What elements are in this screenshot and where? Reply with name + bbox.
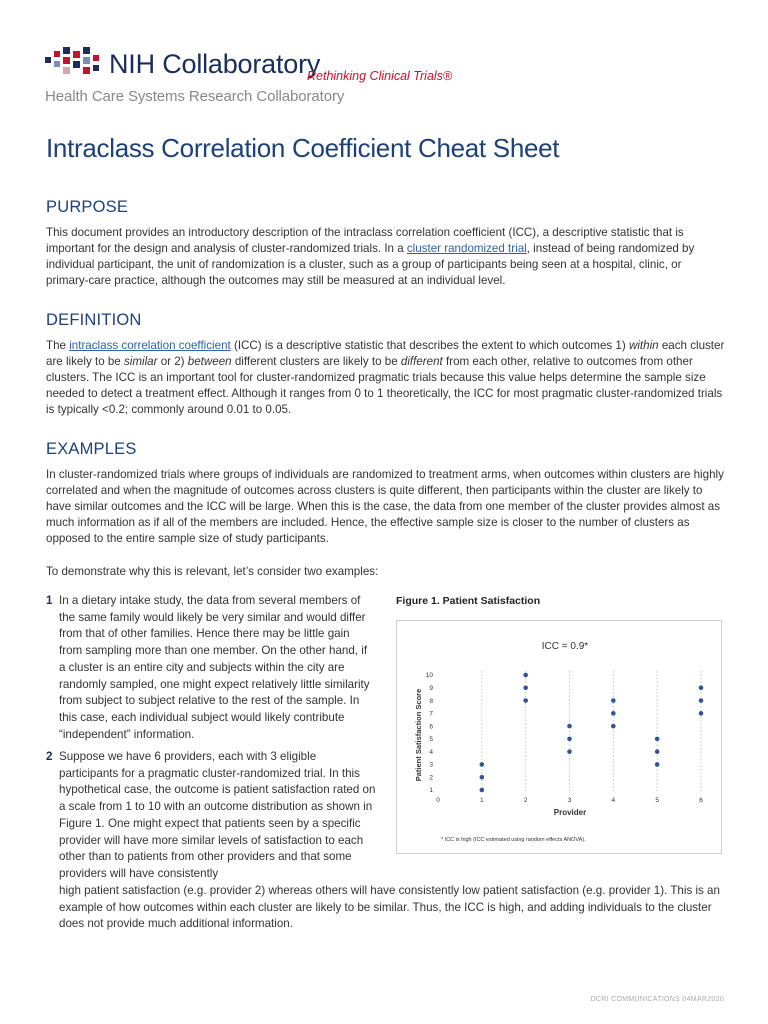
chart-y-tick-label: 3 [429, 761, 433, 769]
chart-point [523, 685, 528, 690]
collaboratory-logo-icon [45, 47, 101, 77]
chart-y-axis-label: Patient Satisfaction Score [414, 688, 423, 782]
scatter-chart [397, 621, 723, 855]
chart-point [567, 724, 572, 729]
list-number: 1 [46, 594, 53, 607]
page-title: Intraclass Correlation Coefficient Cheat Sheet [46, 133, 560, 163]
examples-intro-paragraph: In cluster-randomized trials where groups of individuals are randomized to treatment arms, when outcomes within clusters are highly correlated and when the magnitude of outcomes across clusters is quite different, then participants within the cluster are likely to have similar outcomes and the ICC will be large. When this is the case, the data from one member of the cluster provides almost as much information as if all of the members are included. Hence, the effective sample size is closer to the number of clusters as opposed to the entire sample size of study participants. [46, 468, 724, 545]
definition-paragraph: The intraclass correlation coefficient (ICC) is a descriptive statistic that describes the extent to which outcomes 1) within each cluster are likely to be similar or 2) between different clusters are likely to be different from each other, relative to outcomes from other clusters. The ICC is an important tool for cluster-randomized pragmatic trials because this value helps determine the sample size needed to detect a treatment effect. Although it ranges from 0 to 1 theoretically, the ICC for most pragmatic cluster-randomized trials is typically <0.2; commonly around 0.01 to 0.05. [46, 339, 725, 416]
examples-heading: EXAMPLES [46, 440, 137, 458]
chart-x-tick-label: 0 [436, 797, 440, 804]
chart-footnote: * ICC is high (ICC estimated using random effects ANOVA). [441, 837, 586, 843]
chart-x-ticks [436, 797, 703, 804]
figure-caption: Figure 1. Patient Satisfaction [396, 595, 541, 607]
chart-point [523, 673, 528, 678]
chart-point [480, 775, 485, 780]
chart-point [480, 788, 485, 793]
chart-y-tick-label: 7 [429, 710, 433, 718]
chart-point [480, 762, 485, 767]
chart-point [655, 762, 660, 767]
list-number: 2 [46, 750, 53, 763]
chart-grid [482, 671, 701, 792]
chart-x-tick-label: 6 [699, 797, 703, 804]
chart-x-tick-label: 5 [655, 797, 659, 804]
purpose-heading: PURPOSE [46, 198, 129, 216]
icc-definition-link[interactable]: intraclass correlation coefficient [69, 339, 231, 352]
chart-y-tick-label: 1 [429, 787, 433, 795]
chart-point [567, 749, 572, 754]
chart-point [567, 737, 572, 742]
chart-x-tick-label: 2 [523, 797, 528, 804]
example-list-item-2 [46, 749, 376, 883]
chart-y-tick-label: 8 [429, 697, 433, 705]
chart-y-tick-label: 4 [429, 748, 433, 756]
chart-point [655, 737, 660, 742]
chart-x-tick-label: 4 [611, 797, 616, 804]
chart-point [523, 698, 528, 703]
figure-chart-box [396, 620, 722, 854]
chart-x-tick-label: 1 [480, 797, 484, 804]
chart-y-tick-label: 5 [429, 736, 433, 744]
list-text: Suppose we have 6 providers, each with 3 eligible participants for a pragmatic cluster-randomized trial. In this hypothetical case, the outcome is patient satisfaction rated on a scale from 1 to 10 with an outcome distribution as shown in Figure 1. One might expect that patients seen by a specific provider will have more similar levels of satisfaction to each other than to patients from other providers and that some providers will have consistently [59, 750, 376, 880]
chart-x-axis-label: Provider [553, 808, 587, 817]
chart-point [699, 685, 704, 690]
chart-point [699, 711, 704, 716]
chart-point [611, 711, 616, 716]
brand-subtitle: Health Care Systems Research Collaboratory [45, 88, 345, 105]
cluster-randomized-trial-link[interactable]: cluster randomized trial [406, 242, 527, 255]
chart-point [699, 698, 704, 703]
definition-heading: DEFINITION [46, 311, 142, 329]
chart-y-ticks [426, 672, 434, 794]
chart-y-tick-label: 10 [425, 672, 433, 680]
footer-text: DCRI COMMUNICATIONS 04MAR2020 [590, 996, 724, 1003]
document-header [45, 45, 725, 115]
brand-tagline: Rethinking Clinical Trials® [307, 69, 453, 83]
purpose-paragraph: This document provides an introductory description of the intraclass correlation coefficient (ICC), a descriptive statistic that is important for the design and analysis of cluster-randomized trials. In a cluster randomized trial, instead of being randomized by individual participant, the unit of randomization is a cluster, such as a group of participants being seen at a hospital, clinic, or primary-care practice, although the outcomes may still be measured at an individual level. [46, 226, 695, 287]
brand-name: NIH Collaboratory [109, 49, 321, 79]
chart-y-tick-label: 6 [429, 723, 433, 731]
chart-x-tick-label: 3 [567, 797, 572, 804]
list-text: In a dietary intake study, the data from several members of the same family would likely be very similar and would differ from that of other families. Hence there may be little gain from sampling more than one member. On the other hand, if a cluster is an entire city and subjects within the city are randomly sampled, one might expect relatively little similarity from subject to subject relative to the rest of the sample. In this case, each individual subject would likely contribute “independent” information. [59, 594, 370, 741]
example-list-item-1 [46, 593, 376, 743]
chart-point [655, 749, 660, 754]
examples-lead-paragraph: To demonstrate why this is relevant, let’s consider two examples: [46, 565, 379, 578]
chart-title: ICC = 0.9* [541, 641, 589, 652]
chart-points [480, 673, 704, 793]
chart-point [611, 698, 616, 703]
chart-y-tick-label: 2 [429, 774, 433, 782]
chart-point [611, 724, 616, 729]
example-continuation-text: high patient satisfaction (e.g. provider 2) whereas others will have consistently low patient satisfaction (e.g. provider 1). This is an example of how outcomes within each cluster are likely to be similar. Thus, the ICC is high, and adding individuals to the cluster does not provide much additional information. [59, 884, 720, 931]
chart-y-tick-label: 9 [429, 684, 433, 692]
